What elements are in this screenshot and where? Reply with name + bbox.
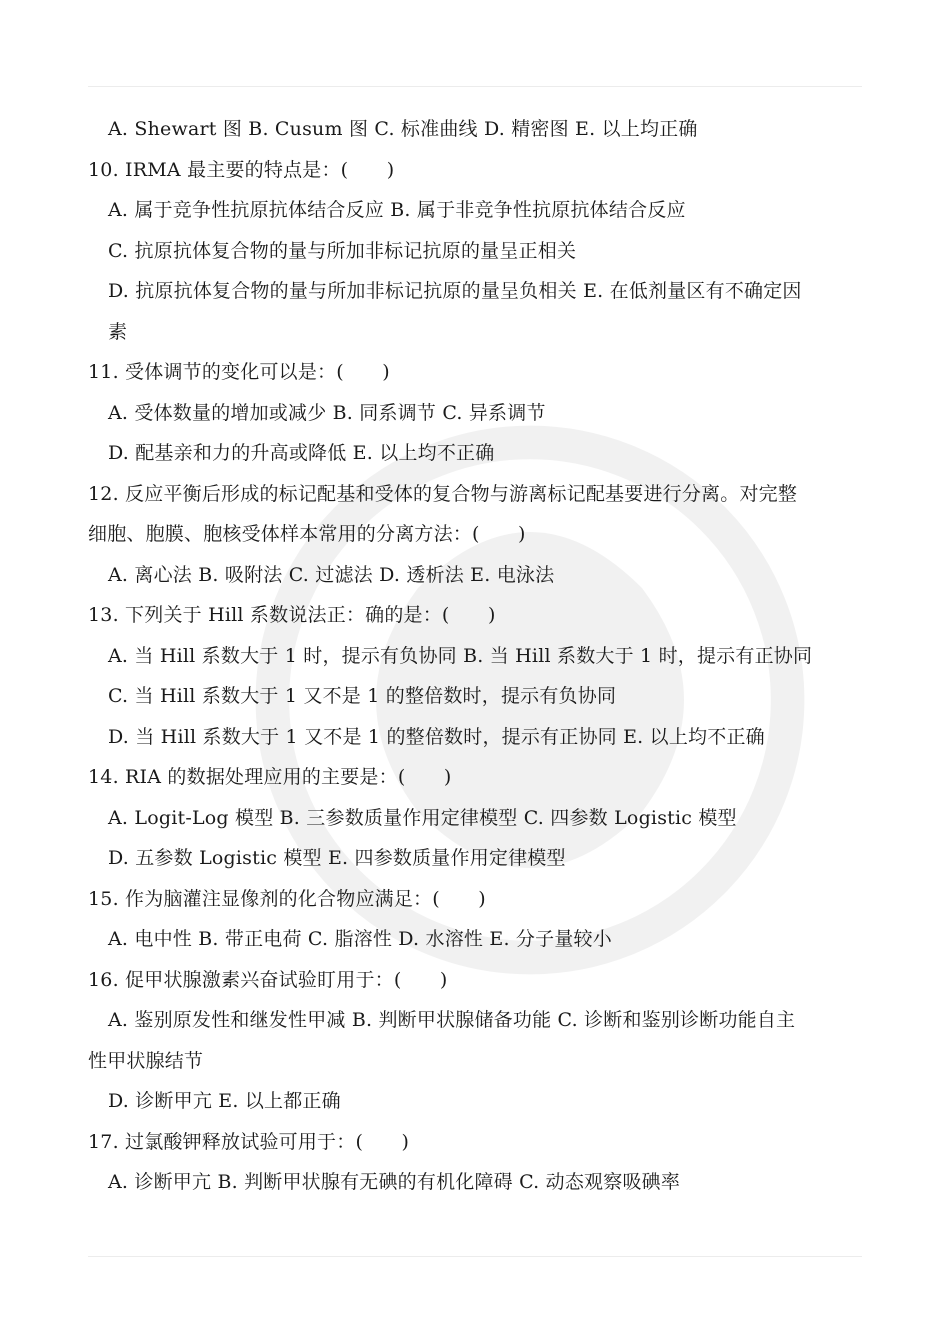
- question-stem: 13. 下列关于 Hill 系数说法正：确的是：( ): [88, 604, 496, 626]
- answer-options: D. 五参数 Logistic 模型 E. 四参数质量作用定律模型: [108, 847, 566, 869]
- answer-options: D. 诊断甲亢 E. 以上都正确: [108, 1090, 341, 1112]
- answer-options: A. Shewart 图 B. Cusum 图 C. 标准曲线 D. 精密图 E. 以上均正确: [108, 118, 698, 140]
- text-continuation: 素: [108, 320, 128, 343]
- answer-options: C. 当 Hill 系数大于 1 又不是 1 的整倍数时，提示有负协同: [108, 685, 617, 707]
- text-continuation: 性甲状腺结节: [88, 1049, 204, 1072]
- question-stem: 16. 促甲状腺激素兴奋试验盯用于：( ): [88, 968, 448, 991]
- question-stem: 11. 受体调节的变化可以是：( ): [88, 361, 390, 383]
- question-stem: 15. 作为脑灌注显像剂的化合物应满足：( ): [88, 887, 486, 910]
- answer-options: A. 离心法 B. 吸附法 C. 过滤法 D. 透析法 E. 电泳法: [108, 563, 555, 586]
- answer-options: D. 配基亲和力的升高或降低 E. 以上均不正确: [108, 442, 495, 464]
- header-rule: [88, 86, 862, 87]
- answer-options: D. 抗原抗体复合物的量与所加非标记抗原的量呈负相关 E. 在低剂量区有不确定因: [108, 280, 802, 302]
- answer-options: A. 受体数量的增加或减少 B. 同系调节 C. 异系调节: [108, 401, 546, 424]
- answer-options: A. Logit-Log 模型 B. 三参数质量作用定律模型 C. 四参数 Logistic 模型: [108, 806, 737, 829]
- question-stem: 12. 反应平衡后形成的标记配基和受体的复合物与游离标记配基要进行分离。对完整: [88, 482, 798, 505]
- answer-options: D. 当 Hill 系数大于 1 又不是 1 的整倍数时，提示有正协同 E. 以上均不正确: [108, 725, 765, 748]
- answer-options: A. 电中性 B. 带正电荷 C. 脂溶性 D. 水溶性 E. 分子量较小: [108, 928, 612, 950]
- answer-options: A. 当 Hill 系数大于 1 时，提示有负协同 B. 当 Hill 系数大于 1 时，提示有正协同: [108, 644, 813, 667]
- question-stem: 14. RIA 的数据处理应用的主要是：( ): [88, 766, 452, 788]
- text-continuation: 细胞、胞膜、胞核受体样本常用的分离方法：( ): [88, 523, 526, 545]
- answer-options: A. 属于竞争性抗原抗体结合反应 B. 属于非竞争性抗原抗体结合反应: [108, 199, 686, 221]
- footer-rule: [88, 1256, 862, 1257]
- answer-options: C. 抗原抗体复合物的量与所加非标记抗原的量呈正相关: [108, 239, 577, 262]
- question-stem: 17. 过氯酸钾释放试验可用于：( ): [88, 1130, 410, 1153]
- answer-options: A. 鉴别原发性和继发性甲减 B. 判断甲状腺储备功能 C. 诊断和鉴别诊断功能自主: [108, 1009, 796, 1031]
- answer-options: A. 诊断甲亢 B. 判断甲状腺有无碘的有机化障碍 C. 动态观察吸碘率: [108, 1171, 681, 1193]
- question-stem: 10. IRMA 最主要的特点是：( ): [88, 158, 395, 181]
- question-list: [0, 112, 950, 1206]
